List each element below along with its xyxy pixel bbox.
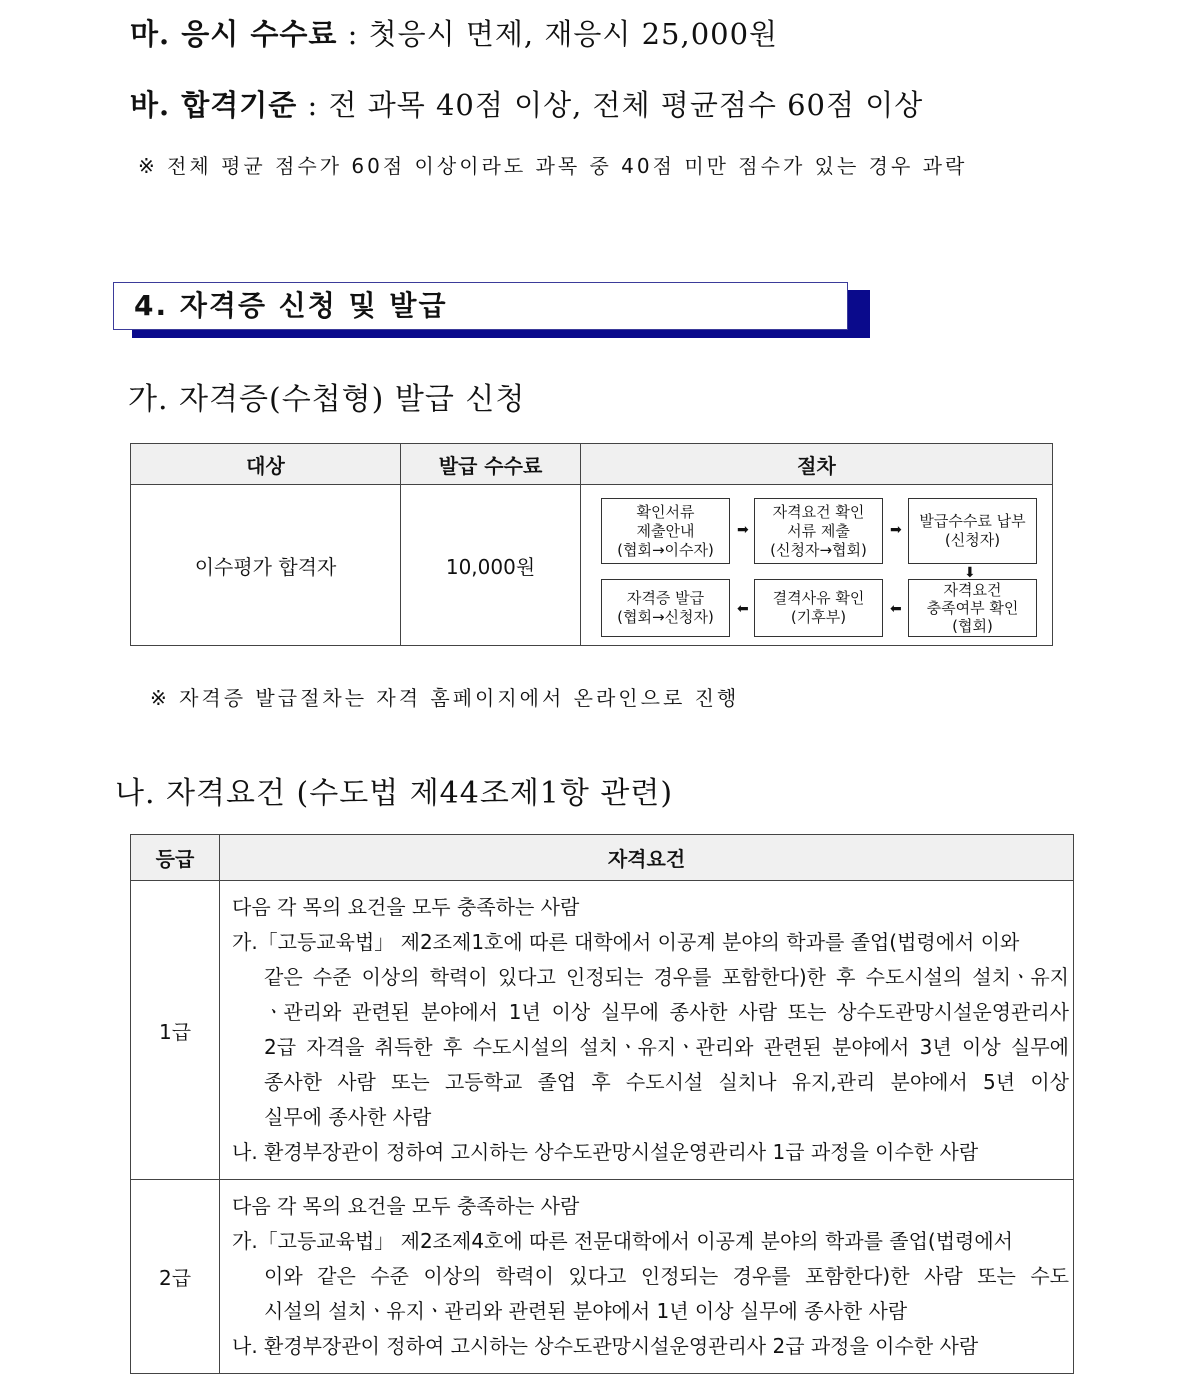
req-header-requirements: 자격요건 [220,835,1074,881]
flow-step-4-line: (협회) [952,617,993,635]
pass-note: ※ 전체 평균 점수가 60점 이상이라도 과목 중 40점 미만 점수가 있는 경우 과락 [138,154,968,178]
flow-step-6 [601,579,730,637]
flow-step-4-line: 자격요건 [943,581,1002,599]
issue-note: ※ 자격증 발급절차는 자격 홈페이지에서 온라인으로 진행 [150,686,740,710]
arrow-left-icon: ⬅ [890,601,902,617]
flow-step-1 [601,498,730,564]
flow-step-3 [908,498,1037,564]
issue-table [130,443,1053,646]
flow-step-2 [754,498,883,564]
grade-1-cell: 1급 [131,881,220,1180]
req-intro: 다음 각 목의 요건을 모두 충족하는 사람 [232,1194,580,1218]
grade-2-requirements [220,1180,1074,1374]
issue-header-target: 대상 [131,444,401,485]
req-item-ga: 가.「고등교육법」 제2조제1호에 따른 대학에서 이공계 분야의 학과를 졸업(법령에서 이와 [232,930,1020,954]
flow-step-5-line: 결격사유 확인 [772,589,865,607]
issue-fee-cell: 10,000원 [401,485,581,646]
flow-step-5-line: (기후부) [790,608,847,626]
pass-criteria-value: 전 과목 40점 이상, 전체 평균점수 60점 이상 [328,88,924,122]
pass-criteria-sep: : [297,88,329,122]
flow-step-1-line: (협회→이수자) [617,540,714,559]
req-intro: 다음 각 목의 요건을 모두 충족하는 사람 [232,895,580,919]
req-header-grade: 등급 [131,835,220,881]
exam-fee-line [130,12,778,53]
pass-criteria-label: 바. 합격기준 [130,88,298,122]
req-item-ga-cont: 같은 수준 이상의 학력이 있다고 인정되는 경우를 포함한다)한 후 수도시설의 설치ㆍ유지 [264,965,1069,989]
flow-step-6-line: 자격증 발급 [626,589,705,607]
issue-header-fee: 발급 수수료 [401,444,581,485]
exam-fee-label: 마. 응시 수수료 [130,17,338,51]
arrow-left-icon: ⬅ [737,601,749,617]
arrow-right-icon: ➡ [890,522,902,538]
req-item-ga-cont: ㆍ관리와 관련된 분야에서 1년 이상 실무에 종사한 사람 또는 상수도관망시설운영관리사 [264,1000,1069,1024]
section-4-title: 4. 자격증 신청 및 발급 [113,282,848,330]
req-item-na: 나. 환경부장관이 정하여 고시하는 상수도관망시설운영관리사 1급 과정을 이수한 사람 [232,1140,979,1164]
flow-step-2-line: (신청자→협회) [770,540,867,559]
sub-b-title: 나. 자격요건 (수도법 제44조제1항 관련) [115,776,674,811]
requirements-table [130,834,1074,1374]
arrow-right-icon: ➡ [737,522,749,538]
flow-step-6-line: (협회→신청자) [617,608,714,626]
flow-step-1-line: 확인서류 [636,502,695,521]
flow-step-4-line: 충족여부 확인 [926,599,1019,617]
flow-step-4 [908,579,1037,637]
req-item-ga-cont: 실무에 종사한 사람 [264,1105,432,1129]
exam-fee-sep: : [337,17,369,51]
req-item-ga-cont: 이와 같은 수준 이상의 학력이 있다고 인정되는 경우를 포함한다)한 사람 또는 수도 [264,1264,1069,1288]
req-item-ga: 가.「고등교육법」 제2조제4호에 따른 전문대학에서 이공계 분야의 학과를 졸업(법령에서 [232,1229,1013,1253]
grade-1-requirements [220,881,1074,1180]
flow-step-2-line: 서류 제출 [787,521,850,540]
req-item-ga-cont: 시설의 설치ㆍ유지ㆍ관리와 관련된 분야에서 1년 이상 실무에 종사한 사람 [264,1299,908,1323]
table-row [131,881,1074,1180]
procedure-flow [581,485,1053,646]
req-item-ga-cont: 2급 자격을 취득한 후 수도시설의 설치ㆍ유지ㆍ관리와 관련된 분야에서 3년 이상 실무에 [264,1035,1069,1059]
pass-criteria-line [130,83,923,124]
table-row [131,1180,1074,1374]
flow-step-3-line: (신청자) [944,531,1001,549]
issue-header-procedure: 절차 [581,444,1053,485]
flow-step-2-line: 자격요건 확인 [772,502,865,521]
exam-fee-value: 첫응시 면제, 재응시 25,000원 [368,17,779,51]
req-item-ga-cont: 종사한 사람 또는 고등학교 졸업 후 수도시설 실치나 유지,관리 분야에서 5년 이상 [264,1070,1069,1094]
flow-step-3-line: 발급수수료 납부 [919,512,1026,530]
issue-target-cell: 이수평가 합격자 [131,485,401,646]
sub-a-title: 가. 자격증(수첩형) 발급 신청 [128,382,526,417]
grade-2-cell: 2급 [131,1180,220,1374]
req-item-na: 나. 환경부장관이 정하여 고시하는 상수도관망시설운영관리사 2급 과정을 이수한 사람 [232,1334,979,1358]
flow-step-5 [754,579,883,637]
arrow-down-icon: ⬇ [964,565,976,581]
flow-step-1-line: 제출안내 [636,521,695,540]
